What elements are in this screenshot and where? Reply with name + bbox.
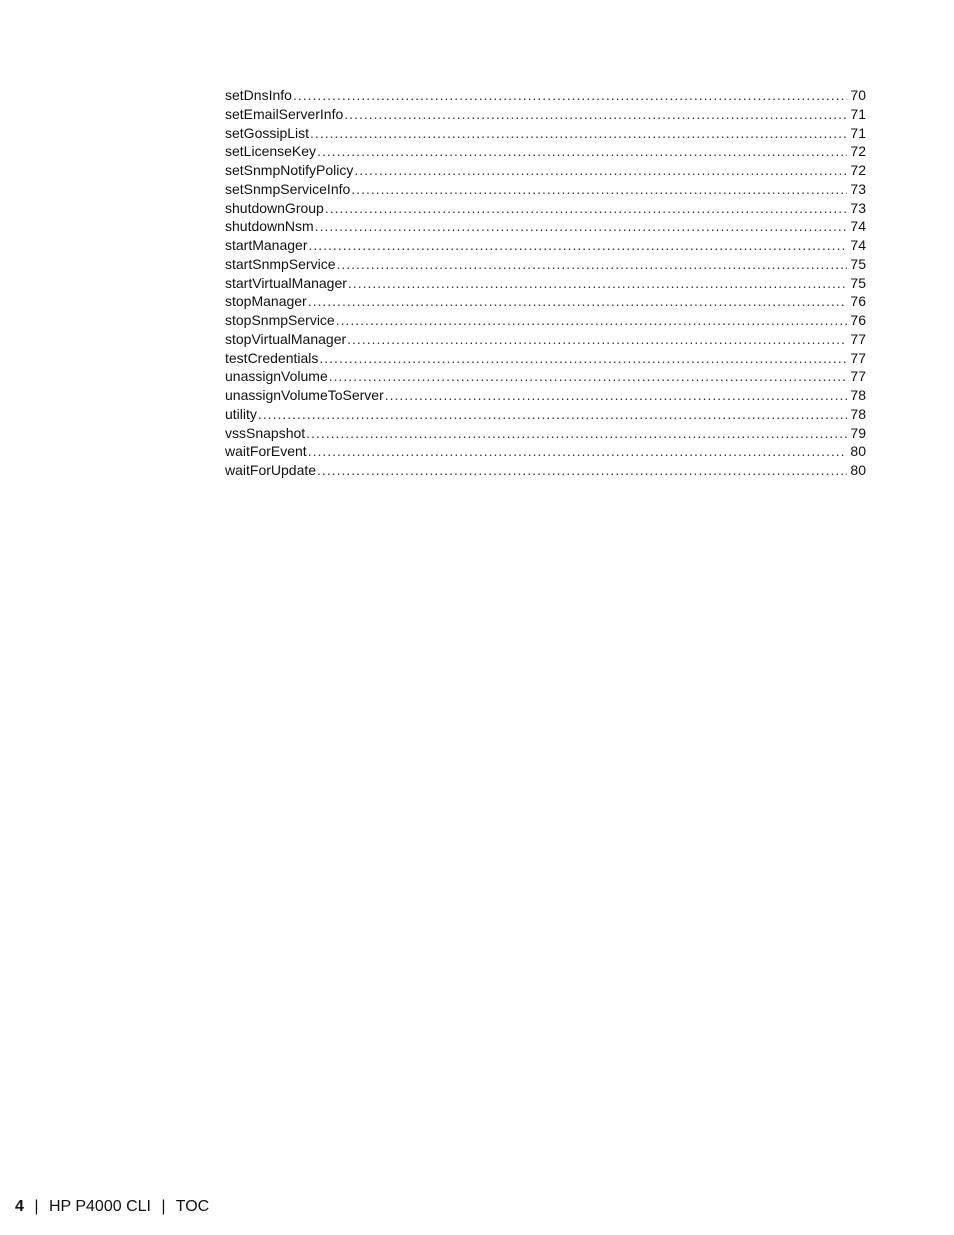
toc-entry[interactable] [225, 142, 866, 161]
toc-entry-title[interactable]: testCredentials [225, 349, 319, 366]
toc-entry[interactable] [225, 442, 866, 461]
toc-dot-leader [347, 330, 847, 349]
toc-entry[interactable] [225, 349, 866, 368]
toc-entry-page[interactable]: 78 [850, 387, 866, 403]
toc-entry-title[interactable]: setSnmpServiceInfo [225, 180, 351, 197]
toc-dot-leader [308, 236, 847, 255]
toc-entry-page[interactable]: 75 [850, 255, 866, 272]
toc-dot-leader [306, 424, 847, 443]
footer-separator: | [34, 1198, 39, 1215]
toc-entry-page[interactable]: 71 [850, 105, 866, 122]
toc-entry-title[interactable]: shutdownNsm [225, 218, 314, 235]
toc-entry[interactable] [225, 105, 866, 124]
toc-entry-title[interactable]: shutdownGroup [225, 199, 324, 216]
toc-entry[interactable] [225, 199, 866, 218]
toc-entry-page[interactable]: 72 [850, 143, 866, 160]
toc-dot-leader [325, 199, 847, 218]
toc-entry[interactable] [225, 124, 866, 143]
toc-entry[interactable] [225, 386, 866, 405]
toc-entry-page[interactable]: 79 [850, 424, 866, 441]
footer-section: TOC [175, 1198, 210, 1215]
toc-entry-title[interactable]: stopVirtualManager [225, 330, 347, 347]
toc-dot-leader [351, 180, 847, 199]
footer-document-title: HP P4000 CLI [48, 1198, 151, 1215]
toc-entry-title[interactable]: vssSnapshot [225, 424, 306, 441]
toc-dot-leader [308, 292, 847, 311]
toc-entry-page[interactable]: 78 [850, 405, 866, 422]
toc-entry-page[interactable]: 77 [850, 330, 866, 347]
toc-entry-title[interactable]: startSnmpService [225, 255, 336, 272]
footer-page-number: 4 [15, 1198, 24, 1215]
toc-entry-page[interactable]: 77 [850, 368, 866, 385]
toc-entry[interactable] [225, 405, 866, 424]
toc-entry[interactable] [225, 236, 866, 255]
toc-entry-page[interactable]: 74 [850, 237, 866, 253]
toc-entry-title[interactable]: setGossipList [225, 124, 310, 141]
toc-entry[interactable] [225, 292, 866, 311]
toc-dot-leader [308, 442, 847, 461]
toc-entry-title[interactable]: setLicenseKey [225, 143, 317, 160]
toc-entry-page[interactable]: 70 [850, 87, 866, 103]
toc-entry[interactable] [225, 217, 866, 236]
toc-dot-leader [354, 161, 847, 180]
toc-dot-leader [348, 274, 847, 293]
toc-entry-title[interactable]: stopSnmpService [225, 312, 335, 328]
toc-entry-page[interactable]: 77 [850, 349, 866, 366]
toc-dot-leader [317, 142, 847, 161]
toc-entry-page[interactable]: 76 [850, 312, 866, 328]
toc-list [225, 86, 866, 480]
toc-entry[interactable] [225, 255, 866, 274]
toc-entry-page[interactable]: 76 [850, 293, 866, 310]
toc-entry[interactable] [225, 161, 866, 180]
toc-entry-page[interactable]: 75 [850, 274, 866, 291]
toc-entry-title[interactable]: startManager [225, 237, 308, 253]
toc-entry-title[interactable]: stopManager [225, 293, 307, 310]
toc-entry-page[interactable]: 73 [850, 180, 866, 197]
toc-dot-leader [329, 367, 847, 386]
toc-entry-title[interactable]: utility [225, 405, 257, 422]
toc-dot-leader [317, 461, 847, 480]
toc-entry-title[interactable]: setEmailServerInfo [225, 105, 344, 122]
toc-entry[interactable] [225, 461, 866, 480]
toc-entry-title[interactable]: waitForEvent [225, 443, 307, 460]
toc-dot-leader [319, 349, 847, 368]
toc-entry-title[interactable]: setDnsInfo [225, 87, 292, 103]
toc-dot-leader [385, 386, 847, 405]
toc-entry-page[interactable]: 72 [850, 162, 866, 178]
toc-entry[interactable] [225, 274, 866, 293]
toc-entry[interactable] [225, 424, 866, 443]
toc-entry-title[interactable]: waitForUpdate [225, 462, 317, 478]
toc-entry[interactable] [225, 86, 866, 105]
footer-separator: | [161, 1198, 166, 1215]
toc-dot-leader [315, 217, 847, 236]
toc-entry-page[interactable]: 80 [850, 443, 866, 460]
toc-entry-page[interactable]: 73 [850, 199, 866, 216]
toc-entry-title[interactable]: unassignVolume [225, 368, 328, 385]
toc-entry-title[interactable]: setSnmpNotifyPolicy [225, 162, 354, 178]
toc-entry[interactable] [225, 330, 866, 349]
toc-dot-leader [258, 405, 847, 424]
page-footer [15, 1197, 209, 1217]
toc-entry-page[interactable]: 80 [850, 462, 866, 478]
toc-entry[interactable] [225, 180, 866, 199]
toc-entry-page[interactable]: 71 [850, 124, 866, 141]
toc-dot-leader [344, 105, 847, 124]
toc-entry[interactable] [225, 367, 866, 386]
toc-dot-leader [310, 124, 847, 143]
toc-entry-title[interactable]: unassignVolumeToServer [225, 387, 384, 403]
toc-entry-title[interactable]: startVirtualManager [225, 274, 347, 291]
toc-dot-leader [336, 255, 847, 274]
toc-entry-page[interactable]: 74 [850, 218, 866, 235]
toc-dot-leader [336, 311, 847, 330]
toc-dot-leader [293, 86, 847, 105]
toc-entry[interactable] [225, 311, 866, 330]
